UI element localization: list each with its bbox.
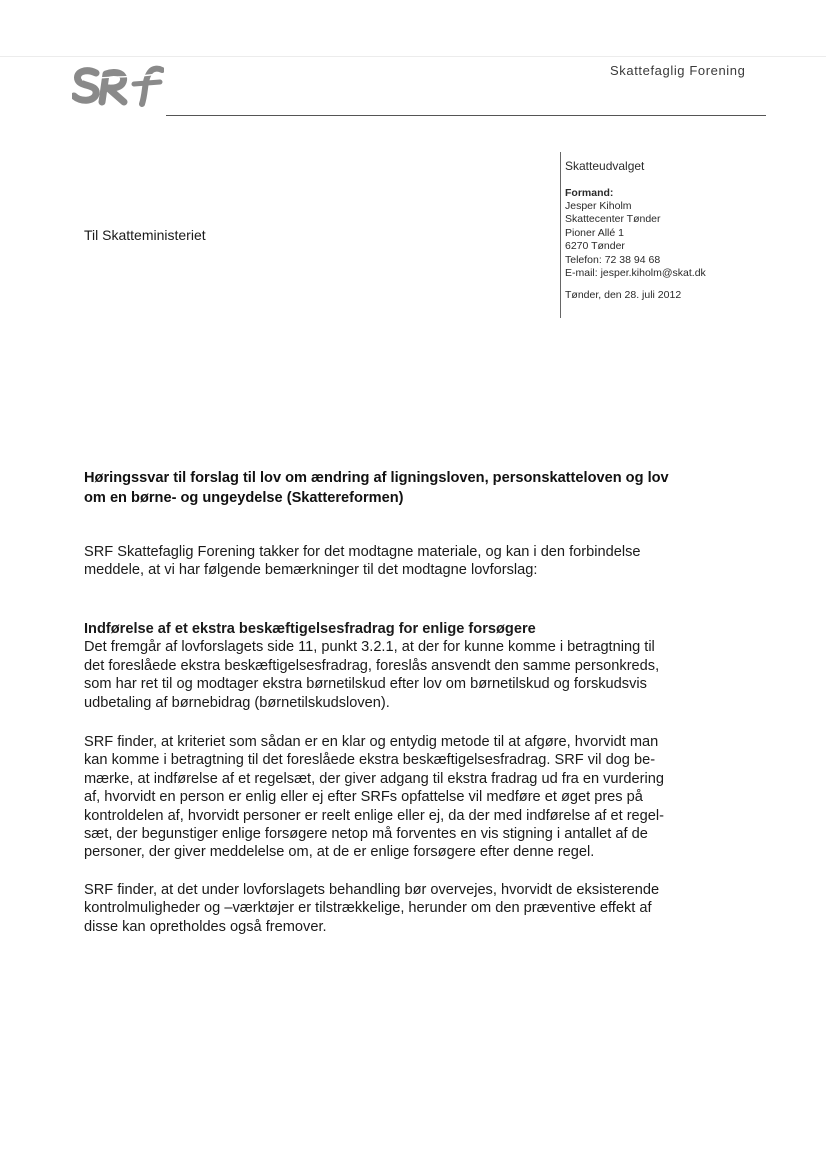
- section-heading: Indførelse af et ekstra beskæftigelsesfradrag for enlige forsøgere: [84, 621, 536, 637]
- sender-email: E-mail: jesper.kiholm@skat.dk: [565, 267, 706, 280]
- organization-name: Skattefaglig Forening: [610, 63, 746, 78]
- paragraph-line: af, hvorvidt en person er enlig eller ej efter SRFs opfattelse vil medføre et øget pres på: [84, 789, 643, 806]
- paragraph-line: kontroldelen af, hvorvidt personer er reelt enlige eller ej, da der med indførelse af et regel-: [84, 807, 665, 824]
- paragraph-line: personer, der giver meddelelse om, at de er enlige forsøgere efter denne regel.: [84, 844, 595, 861]
- intro-line: meddele, at vi har følgende bemærkninger til det modtagne lovforslag:: [84, 562, 538, 579]
- paragraph-3: [84, 881, 774, 936]
- letter-date: Tønder, den 28. juli 2012: [565, 289, 682, 302]
- sender-office: Skattecenter Tønder: [565, 213, 661, 226]
- sender-street: Pioner Allé 1: [565, 226, 624, 239]
- sender-phone: Telefon: 72 38 94 68: [565, 253, 661, 266]
- paragraph-line: mærke, at indførelse af et regelsæt, der giver adgang til ekstra fradrag ud fra en vurdering: [84, 770, 664, 787]
- committee-name: Skatteudvalget: [565, 159, 645, 173]
- paragraph-line: det foreslåede ekstra beskæftigelsesfradrag, foreslås ansvendt den samme personkreds,: [84, 657, 660, 674]
- intro-line: SRF Skattefaglig Forening takker for det modtagne materiale, og kan i den forbindelse: [84, 544, 641, 560]
- scan-edge-line: [0, 56, 826, 57]
- paragraph-line: kontrolmuligheder og –værktøjer er tilstrækkelige, herunder om den præventive effekt af: [84, 900, 652, 917]
- srf-logo: [72, 64, 164, 108]
- paragraph-line: sæt, der begunstiger enlige forsøgere netop må forventes en vis stigning i antallet af de: [84, 826, 648, 843]
- subject-heading: [84, 468, 774, 508]
- paragraph-line: disse kan opretholdes også fremover.: [84, 918, 327, 935]
- sender-name: Jesper Kiholm: [565, 200, 632, 212]
- section-block: [84, 620, 774, 712]
- paragraph-line: SRF finder, at det under lovforslagets behandling bør overvejes, hvorvidt de eksisterende: [84, 882, 660, 898]
- paragraph-line: Det fremgår af lovforslagets side 11, punkt 3.2.1, at der for kunne komme i betragtning til: [84, 639, 655, 656]
- sender-city: 6270 Tønder: [565, 240, 625, 253]
- recipient: Til Skatteministeriet: [84, 227, 206, 243]
- header-divider: [166, 115, 766, 116]
- subject-line: Høringssvar til forslag til lov om ændring af ligningsloven, personskatteloven og lov: [84, 470, 669, 486]
- paragraph-2: [84, 733, 774, 862]
- paragraph-line: kan komme i betragtning til det foreslåede ekstra beskæftigelsesfradrag. SRF vil dog be-: [84, 752, 656, 769]
- sender-block: [560, 152, 785, 318]
- paragraph-line: SRF finder, at kriteriet som sådan er en klar og entydig metode til at afgøre, hvorvidt man: [84, 734, 659, 750]
- paragraph-line: som har ret til og modtager ekstra børnetilskud efter lov om børnetilskud og forskudsvis: [84, 676, 647, 693]
- paragraph-line: udbetaling af børnebidrag (børnetilskudsloven).: [84, 694, 390, 711]
- subject-line: om en børne- og ungeydelse (Skattereformen): [84, 490, 404, 506]
- intro-paragraph: [84, 543, 774, 580]
- sender-role: Formand:: [565, 187, 614, 199]
